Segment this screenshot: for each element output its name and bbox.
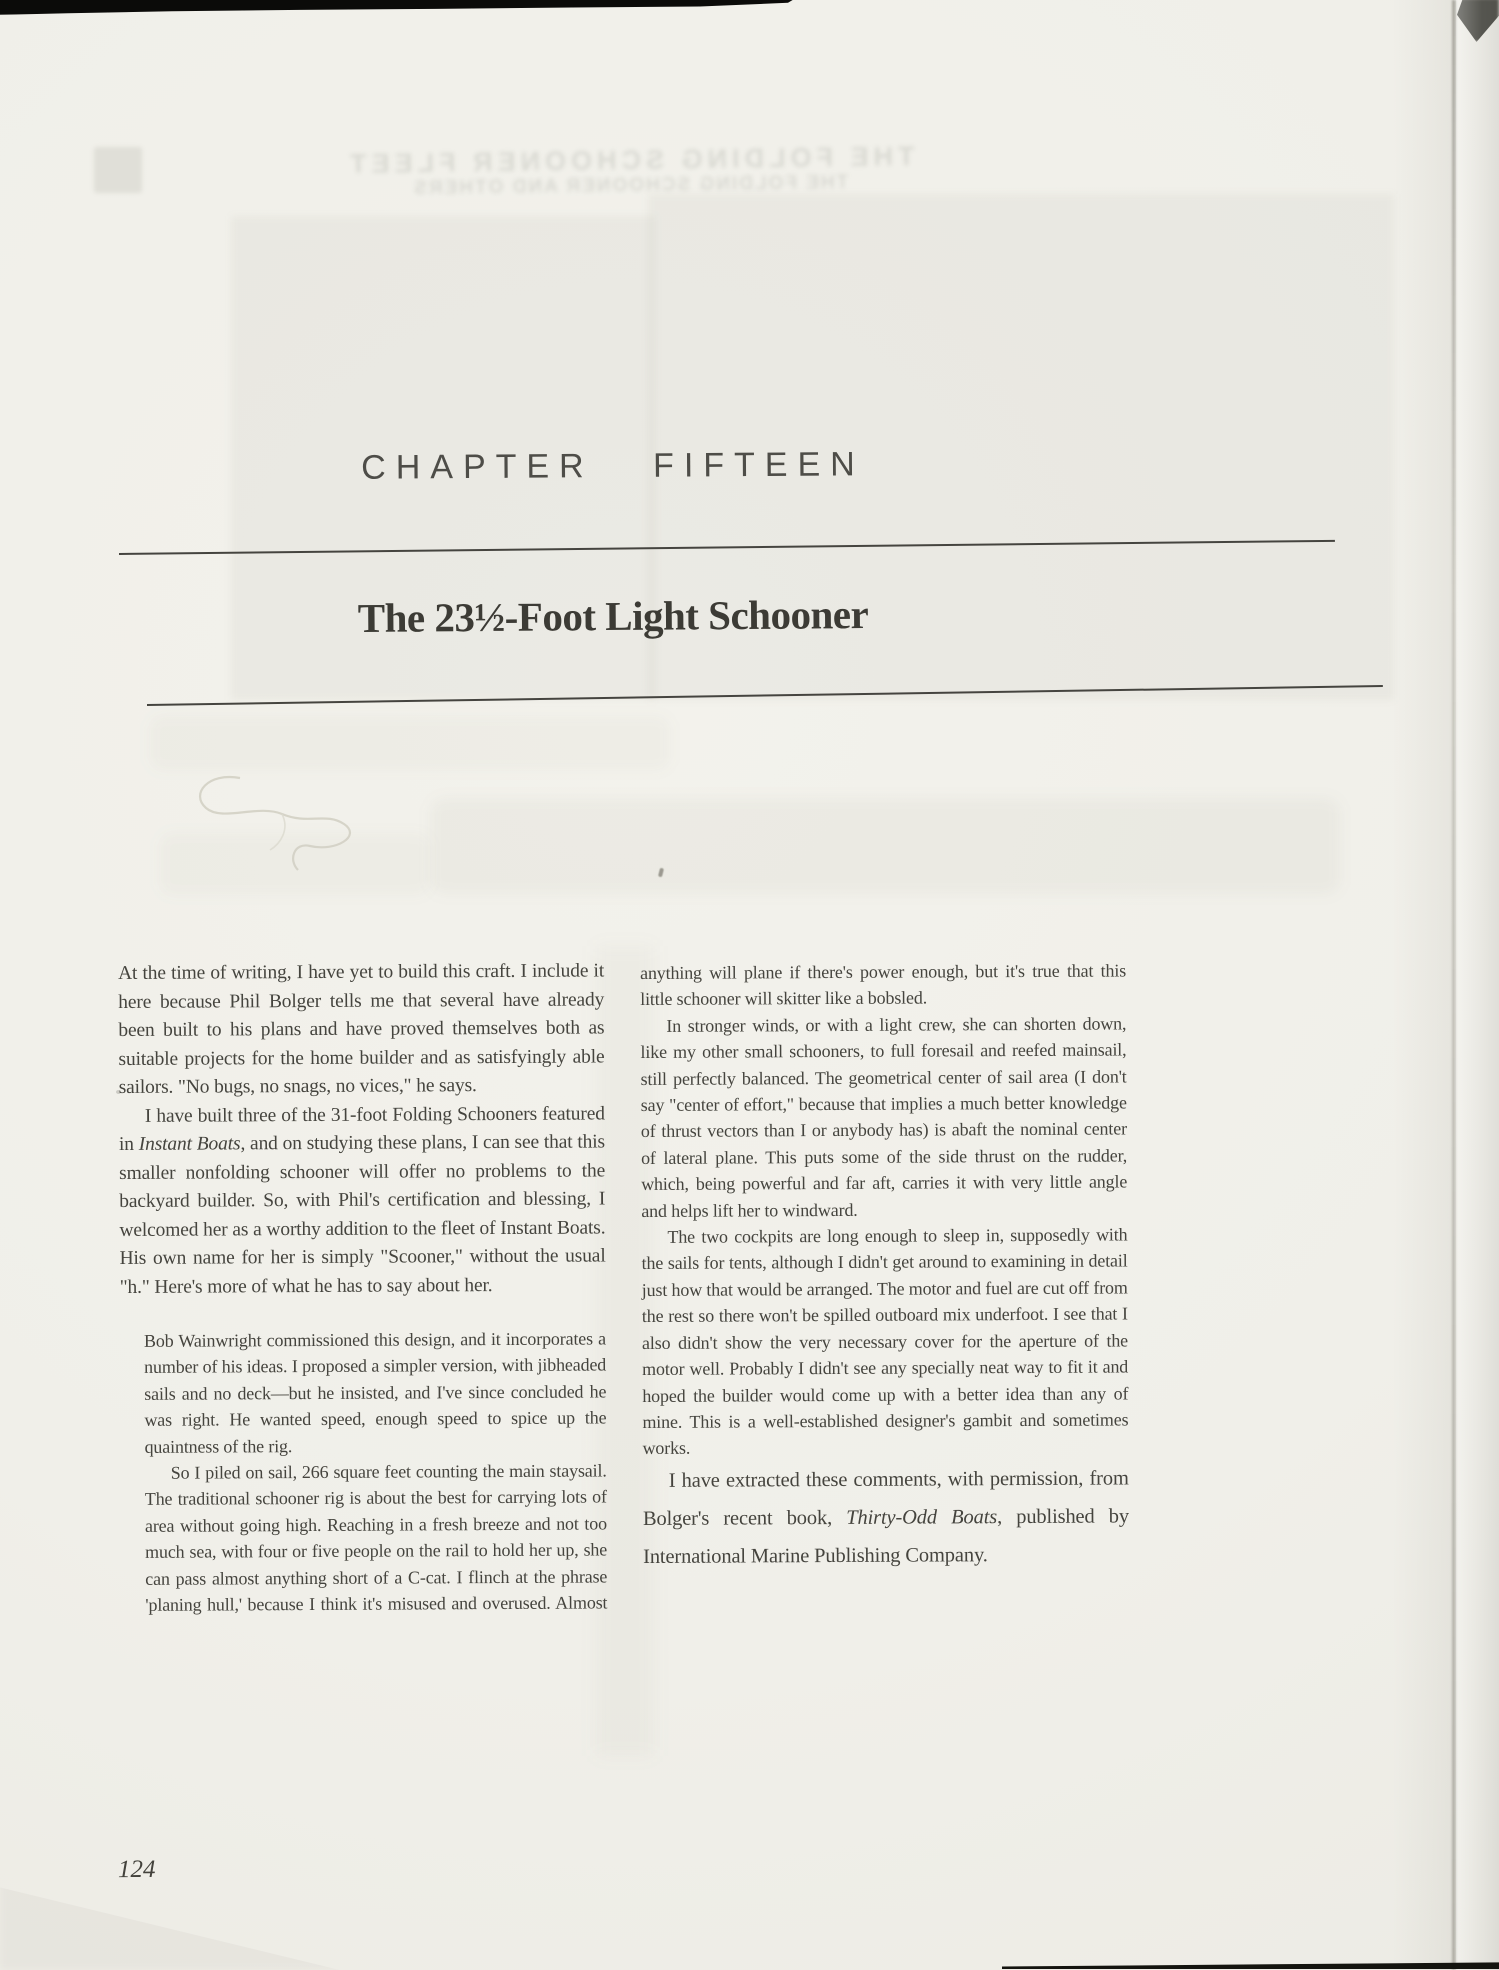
page-gutter-shadow	[1392, 0, 1454, 1970]
page-edge-strip	[1456, 0, 1499, 1970]
book-title-italic: Thirty-Odd Boats	[846, 1505, 998, 1529]
scan-edge-bottom	[1002, 1962, 1499, 1969]
right-text-column	[640, 957, 1129, 1575]
text-run: , and on studying these plans, I can see that this smaller nonfolding schooner will offer no problems to the backyard builder. So, with Phil's certification and blessing, I welcomed her as a worthy addition to the fleet of Instant Boats. His own name for her is simply "Scooner," without the usual "h." Here's more of what he has to say about her.	[119, 1131, 606, 1298]
horizontal-rule-top	[119, 540, 1335, 556]
quote-paragraph-sail-area: So I piled on sail, 266 square feet counting the main staysail. The traditional schooner rig is about the best for carrying lots of area without going high. Reaching in a fresh breeze and not too much sea, with four or five people on the rail to hold her up, she can pass almost anything short of a C-cat. I flinch at the phrase 'planing hull,' because I think it's misused and overused. Almost	[144, 1460, 608, 1615]
book-title-italic: Instant Boats	[138, 1133, 241, 1155]
text-run: , published by International Marine Publishing Company.	[643, 1505, 1129, 1568]
text-run: I have extracted these comments, with permission, from Bolger's recent book,	[642, 1467, 1129, 1530]
chapter-heading: CHAPTER FIFTEEN	[361, 445, 865, 487]
quote-paragraph-wainwright: Bob Wainwright commissioned this design, and it incorporates a number of his ideas. I proposed a simpler version, with jibheaded sails and no deck—but he insisted, and I've since concluded he was right. He wanted speed, enough speed to spice up the quaintness of the rig.	[143, 1328, 607, 1457]
ink-speck	[658, 868, 664, 878]
left-text-column	[118, 957, 607, 1618]
show-through-text	[235, 140, 1026, 201]
show-through-line: THE FOLDING SCHOONER FLEET	[344, 141, 915, 179]
show-through-smudge	[430, 798, 1340, 894]
page-number: 124	[117, 1855, 156, 1884]
page-corner-shadow	[0, 1852, 340, 1970]
show-through-box	[94, 147, 142, 193]
horizontal-rule-bottom	[147, 685, 1383, 706]
paragraph-folding-schooners	[119, 1100, 606, 1302]
block-quote	[144, 1325, 608, 1618]
text-run: I have built three of the 31-foot Folding Schooners featured in	[118, 1102, 605, 1155]
show-through-line: THE FOLDING SCHOONER AND OTHERS	[412, 172, 849, 200]
show-through-smudge	[150, 716, 670, 770]
quote-paragraph-stronger-winds: In stronger winds, or with a light crew, she can shorten down, like my other small schooners, to full foresail and reefed mainsail, still perfectly balanced. The geometrical center of sail area (I don't say "center of effort," because that implies a much better knowledge of thrust vectors than I or anybody has) is abaft the nominal center of lateral plane. This puts some of the side thrust on the rudder, which, being powerful and far aft, carries it with very little angle and helps lift her to windward.	[640, 1013, 1128, 1221]
quote-paragraph-cockpits: The two cockpits are long enough to sleep in, supposedly with the sails for tents, although I didn't get around to examining in detail just how that would be arranged. The motor and fuel are cut off from the rest so there won't be spilled outboard mix underfoot. I see that I also didn't show the very necessary cover for the aperture of the motor well. Probably I didn't see any specially neat way to fit it and hoped the builder would come up with a better idea than any of mine. This is a well-established designer's gambit and sometimes works.	[641, 1224, 1129, 1459]
chapter-title: The 23½-Foot Light Schooner	[357, 590, 869, 642]
paragraph-intro: At the time of writing, I have yet to build this craft. I include it here because Phil Bolger tells me that several have already been built to his plans and have proved themselves both as suitable projects for the home builder and as satisfyingly able sailors. "No bugs, no snags, no vices," he says.	[118, 960, 605, 1098]
scan-fiber-hair	[178, 768, 398, 878]
paragraph-closing	[643, 1459, 1130, 1576]
quote-paragraph-plane: anything will plane if there's power enough, but it's true that this little schooner will skitter like a bobsled.	[640, 960, 1127, 1010]
scan-edge-top	[0, 0, 796, 15]
